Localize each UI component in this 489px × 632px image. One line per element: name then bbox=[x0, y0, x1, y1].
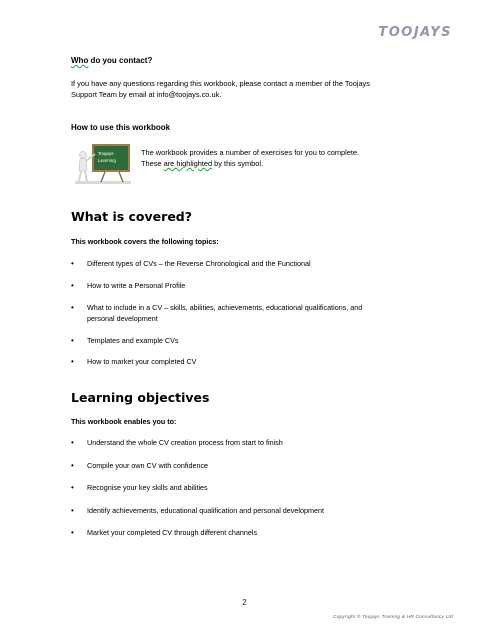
contact-heading-prefix: Who bbox=[71, 56, 89, 65]
covered-list bbox=[71, 336, 411, 347]
contact-heading-rest: do you contact? bbox=[88, 56, 153, 65]
list-item: • Understand the whole CV creation process from start to finish bbox=[71, 438, 411, 449]
list-item-line-2: personal development bbox=[87, 313, 158, 323]
covered-intro: This workbook covers the following topics: bbox=[71, 237, 219, 246]
objectives-heading: Learning objectives bbox=[71, 390, 210, 405]
list-item: • Identify achievements, educational qualification and personal development bbox=[71, 506, 411, 517]
list-item: • How to market your completed CV bbox=[71, 357, 411, 368]
howto-line-2 bbox=[141, 158, 401, 169]
brand-logo: TOOJAYS bbox=[378, 25, 452, 40]
list-item: • Recognise your key skills and abilities bbox=[71, 483, 411, 494]
contact-line-1: If you have any questions regarding this workbook, please contact a member of the Toojays bbox=[71, 79, 370, 88]
list-item: • Compile your own CV with confidence bbox=[71, 461, 411, 472]
howto-line-2-c: by this symbol. bbox=[212, 159, 264, 168]
objectives-list bbox=[71, 506, 411, 517]
howto-line-2-a: These bbox=[141, 159, 164, 168]
covered-list bbox=[71, 357, 411, 368]
list-item: • Market your completed CV through different channels bbox=[71, 528, 411, 539]
objectives-list bbox=[71, 528, 411, 539]
covered-list bbox=[71, 281, 411, 292]
list-item: • Templates and example CVs bbox=[71, 336, 411, 347]
contact-heading bbox=[71, 56, 152, 65]
howto-line-2-b: are highlighted bbox=[163, 159, 213, 168]
contact-paragraph bbox=[71, 78, 411, 100]
objectives-intro: This workbook enables you to: bbox=[71, 417, 177, 426]
contact-line-2: Support Team by email at info@toojays.co.uk. bbox=[71, 90, 222, 99]
objectives-list bbox=[71, 461, 411, 472]
objectives-list bbox=[71, 483, 411, 494]
howto-line-1: The workbook provides a number of exercises for you to complete. bbox=[141, 148, 360, 157]
page-number: 2 bbox=[242, 598, 247, 607]
board-text-1: Toojays bbox=[98, 151, 114, 156]
list-item: • How to write a Personal Profile bbox=[71, 281, 411, 292]
howto-heading: How to use this workbook bbox=[71, 123, 171, 132]
copyright-notice: Copyright © Toojays Training & HR Consultancy Ltd bbox=[333, 614, 453, 619]
covered-list bbox=[71, 259, 411, 270]
covered-list bbox=[71, 303, 411, 324]
list-item-line-1: What to include in a CV – skills, abilities, achievements, educational qualifications, and bbox=[87, 303, 363, 312]
list-item: • Different types of CVs – the Reverse Chronological and the Functional bbox=[71, 259, 411, 270]
learning-board-icon bbox=[75, 143, 131, 185]
covered-heading: What is covered? bbox=[71, 209, 192, 224]
list-item bbox=[71, 303, 411, 324]
board-text-2: Learning bbox=[98, 158, 116, 163]
howto-paragraph bbox=[141, 147, 401, 169]
objectives-list bbox=[71, 438, 411, 449]
